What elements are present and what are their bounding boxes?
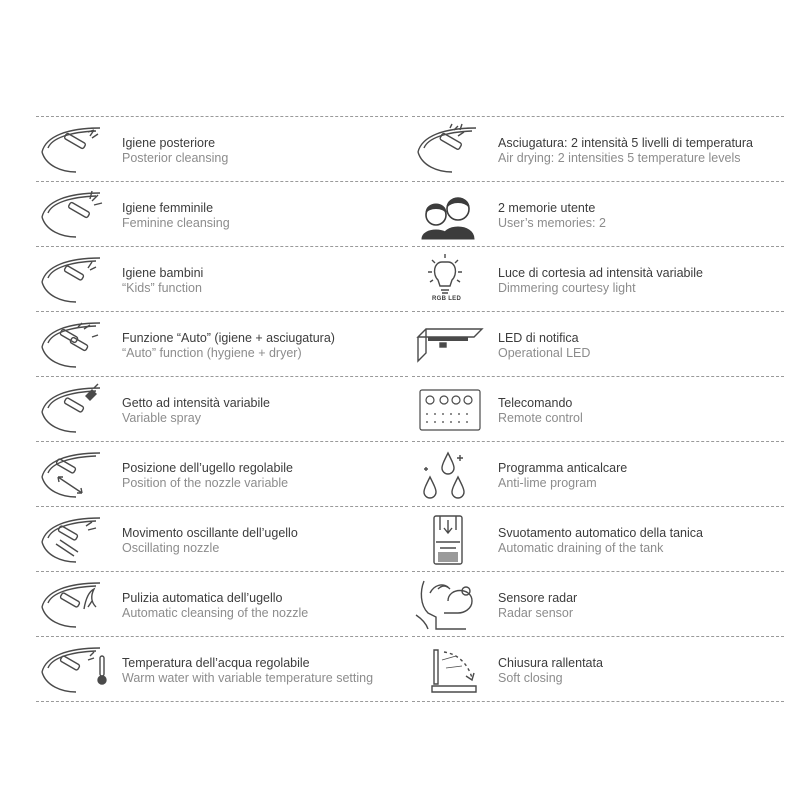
feature-title-en: Anti-lime program — [498, 476, 597, 490]
feature-title-en: Automatic cleansing of the nozzle — [122, 606, 309, 620]
feature-title-en: Variable spray — [122, 411, 201, 425]
feature-title-it: Sensore radar — [498, 591, 578, 605]
feature-title-en: Remote control — [498, 411, 583, 425]
anti-lime-icon — [414, 447, 482, 503]
feature-title-it: Igiene femminile — [122, 201, 214, 215]
feature-title-it: Movimento oscillante dell’ugello — [122, 526, 298, 540]
feature-title-en: Dimmering courtesy light — [498, 281, 636, 295]
feature-title-it: Getto ad intensità variabile — [122, 396, 271, 410]
feature-title-en: User’s memories: 2 — [498, 216, 606, 230]
auto-function-icon — [38, 317, 106, 373]
feature-title-it: Telecomando — [498, 396, 573, 410]
feature-row — [36, 507, 408, 572]
feature-title-en: Radar sensor — [498, 606, 574, 620]
feature-row — [412, 247, 784, 312]
feature-title-en: Posterior cleansing — [122, 151, 229, 165]
feature-title-it: Temperatura dell’acqua regolabile — [122, 656, 310, 670]
feminine-wash-icon — [38, 187, 106, 243]
posterior-wash-icon — [38, 122, 106, 178]
feature-title-en: Feminine cleansing — [122, 216, 230, 230]
feature-title-it: Programma anticalcare — [498, 461, 628, 475]
remote-control-icon — [414, 382, 482, 438]
feature-title-it: Funzione “Auto” (igiene + asciugatura) — [122, 331, 335, 345]
feature-title-it: Igiene posteriore — [122, 136, 216, 150]
features-right-column — [412, 116, 784, 702]
nozzle-cleaning-icon — [38, 577, 106, 633]
feature-row — [412, 117, 784, 182]
feature-title-it: Svuotamento automatico della tanica — [498, 526, 703, 540]
soft-closing-icon — [414, 642, 482, 698]
feature-title-en: “Auto” function (hygiene + dryer) — [122, 346, 302, 360]
water-temperature-icon — [38, 642, 106, 698]
feature-title-it: Igiene bambini — [122, 266, 204, 280]
tank-draining-icon — [414, 512, 482, 568]
feature-row — [36, 442, 408, 507]
feature-title-en: Operational LED — [498, 346, 591, 360]
feature-title-it: Pulizia automatica dell’ugello — [122, 591, 283, 605]
feature-title-en: Soft closing — [498, 671, 563, 685]
feature-row — [36, 312, 408, 377]
radar-sensor-icon — [414, 577, 482, 633]
feature-row — [412, 507, 784, 572]
features-left-column — [36, 116, 408, 702]
feature-row — [412, 182, 784, 247]
feature-title-en: Air drying: 2 intensities 5 temperature levels — [498, 151, 741, 165]
kids-wash-icon — [38, 252, 106, 308]
feature-row — [412, 442, 784, 507]
feature-row — [36, 247, 408, 312]
oscillating-nozzle-icon — [38, 512, 106, 568]
feature-row — [412, 377, 784, 442]
feature-row — [36, 572, 408, 637]
feature-title-it: 2 memorie utente — [498, 201, 596, 215]
feature-title-it: LED di notifica — [498, 331, 579, 345]
feature-title-en: “Kids” function — [122, 281, 202, 295]
feature-title-en: Position of the nozzle variable — [122, 476, 289, 490]
feature-row — [412, 312, 784, 377]
variable-spray-icon — [38, 382, 106, 438]
feature-row — [36, 117, 408, 182]
rgb-led-label: RGB LED — [432, 296, 462, 302]
feature-row — [36, 637, 408, 702]
user-memories-icon — [414, 187, 482, 243]
feature-row — [412, 572, 784, 637]
feature-row — [412, 637, 784, 702]
rgb-led-light-icon — [414, 252, 482, 308]
feature-title-it: Posizione dell’ugello regolabile — [122, 461, 293, 475]
feature-row — [36, 377, 408, 442]
feature-row — [36, 182, 408, 247]
feature-title-it: Luce di cortesia ad intensità variabile — [498, 266, 703, 280]
air-drying-icon — [414, 122, 482, 178]
feature-title-en: Oscillating nozzle — [122, 541, 220, 555]
feature-title-it: Asciugatura: 2 intensità 5 livelli di temperatura — [498, 136, 753, 150]
feature-title-en: Warm water with variable temperature setting — [122, 671, 374, 685]
nozzle-position-icon — [38, 447, 106, 503]
notification-led-icon — [414, 317, 482, 373]
feature-title-en: Automatic draining of the tank — [498, 541, 664, 555]
feature-title-it: Chiusura rallentata — [498, 656, 603, 670]
